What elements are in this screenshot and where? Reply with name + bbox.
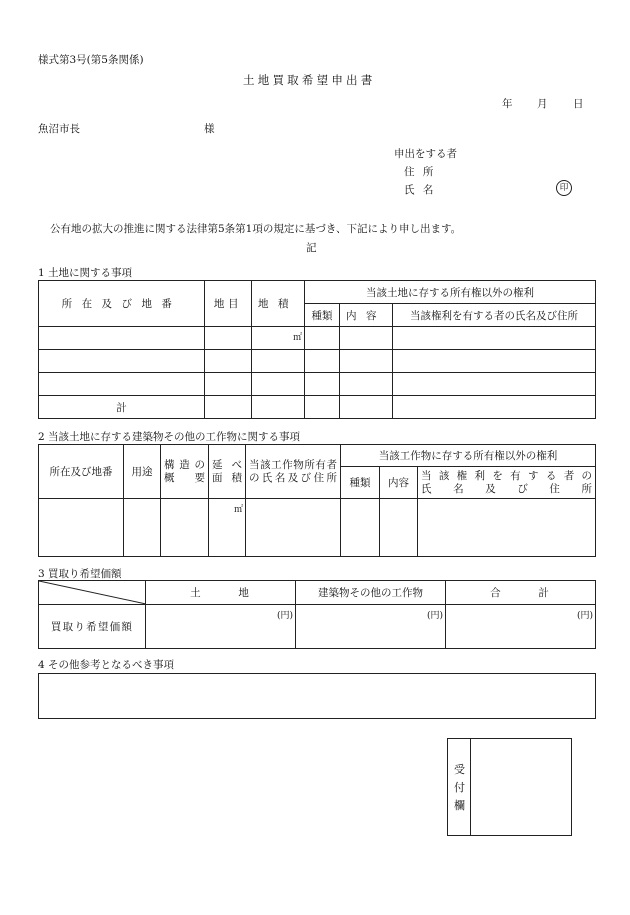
cell[interactable] <box>39 327 205 350</box>
body-text: 公有地の拡大の推進に関する法律第5条第1項の規定に基づき、下記により申し出ます。 <box>50 223 462 235</box>
col-location: 所在及び地番 <box>39 445 124 499</box>
col-right-content: 内容 <box>380 467 418 499</box>
addressee-honorific: 様 <box>204 123 215 135</box>
section1-heading: 1 土地に関する事項 <box>38 267 133 279</box>
cell[interactable] <box>340 396 393 419</box>
col-right-holder: 当該権利を有する者の氏名及び住所 <box>393 304 596 327</box>
cell[interactable] <box>340 373 393 396</box>
col-owner: 当該工作物所有者の氏名及び住所 <box>246 445 341 499</box>
cell[interactable] <box>205 373 252 396</box>
cell[interactable] <box>246 499 341 557</box>
cell[interactable] <box>205 396 252 419</box>
land-total-row <box>39 396 596 419</box>
unit-sqm[interactable]: ㎡ <box>209 499 246 557</box>
section2-heading: 2 当該土地に存する建築物その他の工作物に関する事項 <box>38 431 301 443</box>
cell[interactable] <box>205 327 252 350</box>
land-row <box>39 350 596 373</box>
price-table <box>38 580 596 649</box>
document-title: 土地買取希望申出書 <box>243 73 376 87</box>
reception-label: 受付欄 <box>454 763 465 812</box>
cell[interactable] <box>418 499 596 557</box>
col-area: 地積 <box>252 281 305 327</box>
diagonal-cell <box>39 581 146 605</box>
cell[interactable] <box>39 373 205 396</box>
col-land: 土地 <box>146 581 296 605</box>
col-right-type: 種類 <box>341 467 380 499</box>
cell[interactable] <box>340 327 393 350</box>
addressee: 魚沼市長 <box>38 123 80 135</box>
row-label: 買取り希望価額 <box>39 605 146 649</box>
applicant-name-label: 氏名 <box>404 184 442 196</box>
cell[interactable] <box>252 396 305 419</box>
cell[interactable] <box>393 327 596 350</box>
date-year: 年 <box>502 98 513 110</box>
date-month: 月 <box>537 98 548 110</box>
land-price-field[interactable]: (円) <box>146 605 296 649</box>
col-structure: 構造の概要 <box>161 445 209 499</box>
land-row <box>39 327 596 350</box>
cell[interactable] <box>305 373 340 396</box>
cell[interactable] <box>39 350 205 373</box>
ki-label: 記 <box>306 242 317 254</box>
col-right-content: 内容 <box>340 304 393 327</box>
col-right-type: 種類 <box>305 304 340 327</box>
unit-sqm[interactable]: ㎡ <box>252 327 305 350</box>
cell[interactable] <box>252 350 305 373</box>
applicant-heading: 申出をする者 <box>394 148 457 160</box>
cell[interactable] <box>205 350 252 373</box>
reception-box <box>447 738 572 836</box>
cell[interactable] <box>340 350 393 373</box>
land-table <box>38 280 596 419</box>
section3-heading: 3 買取り希望価額 <box>38 568 122 580</box>
cell[interactable] <box>161 499 209 557</box>
seal-mark: 印 <box>556 180 572 196</box>
col-building: 建築物その他の工作物 <box>296 581 446 605</box>
cell[interactable] <box>124 499 161 557</box>
cell[interactable] <box>393 373 596 396</box>
right-holder-line1: 当該権利を有する者の <box>421 469 593 482</box>
reception-divider <box>470 739 471 835</box>
cell[interactable] <box>252 373 305 396</box>
total-label: 計 <box>39 396 205 419</box>
cell[interactable] <box>39 499 124 557</box>
col-floor-area: 延べ面積 <box>209 445 246 499</box>
cell[interactable] <box>380 499 418 557</box>
col-land-category: 地目 <box>205 281 252 327</box>
col-use: 用途 <box>124 445 161 499</box>
col-right-holder <box>418 467 596 499</box>
diagonal-line <box>39 581 146 604</box>
cell[interactable] <box>393 350 596 373</box>
building-price-field[interactable]: (円) <box>296 605 446 649</box>
land-row <box>39 373 596 396</box>
other-matters-field[interactable] <box>38 673 596 719</box>
col-total: 合計 <box>446 581 596 605</box>
cell[interactable] <box>341 499 380 557</box>
col-other-rights: 当該土地に存する所有権以外の権利 <box>305 281 596 304</box>
section4-heading: 4 その他参考となるべき事項 <box>38 659 175 671</box>
cell[interactable] <box>305 327 340 350</box>
right-holder-line2: 氏名及び住所 <box>421 482 593 495</box>
building-row <box>39 499 596 557</box>
total-price-field[interactable]: (円) <box>446 605 596 649</box>
applicant-address-label: 住所 <box>404 166 442 178</box>
col-location: 所在及び地番 <box>39 281 205 327</box>
cell[interactable] <box>305 396 340 419</box>
form-number: 様式第3号(第5条関係) <box>38 54 144 66</box>
cell[interactable] <box>305 350 340 373</box>
date-day: 日 <box>573 98 584 110</box>
col-other-rights: 当該工作物に存する所有権以外の権利 <box>341 445 596 467</box>
cell[interactable] <box>393 396 596 419</box>
building-table <box>38 444 596 557</box>
